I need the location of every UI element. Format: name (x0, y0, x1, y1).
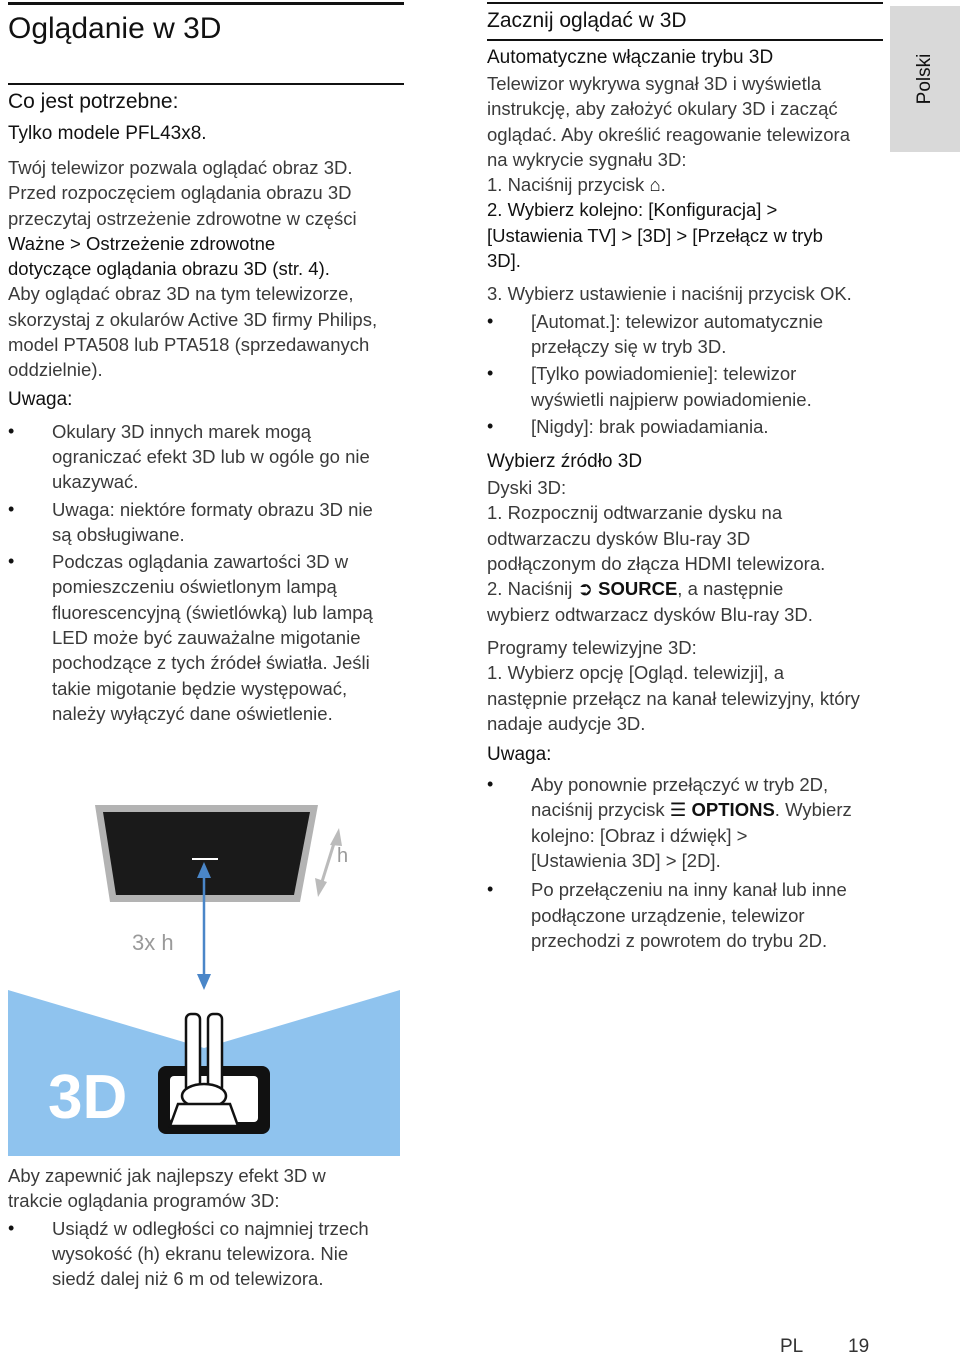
tv-programs-body: 1. Wybierz opcję [Ogląd. telewizji], a następnie przełącz na kanał telewizyjny, który nadaje audycje 3D. (487, 662, 860, 734)
options-icon: ☰ (669, 799, 687, 821)
auto-3d-heading: Automatyczne włączanie trybu 3D (487, 47, 774, 68)
list-item: • [Nigdy]: brak powiadamiania. (487, 414, 883, 439)
page-number: 19 (848, 1336, 870, 1357)
intro-paragraph: Twój telewizor pozwala oglądać obraz 3D. Przed rozpoczęciem oglądania obrazu 3D przeczytaj ostrzeżenie zdrowotne w części Ważne > Ostrzeżenie zdrowotne dotyczące oglądania obrazu 3D (str. 4). Aby oglądać obraz 3D na tym telewizorze, skorzystaj z okularów Active 3D firmy Philips, model PTA508 lub PTA518 (sprzedawanych oddzielnie). (8, 157, 378, 381)
options-list (487, 309, 883, 439)
discs-label: Dyski 3D: (487, 477, 567, 499)
page-title: Oglądanie w 3D (8, 12, 222, 45)
right-notes-list (487, 772, 883, 953)
note-label: Uwaga: (8, 388, 73, 410)
viewing-distance-illustration (0, 790, 410, 1160)
distance-label: 3x h (132, 930, 174, 955)
source-heading: Wybierz źródło 3D (487, 451, 643, 473)
language-tab: Polski (890, 6, 960, 152)
list-item: • [Tylko powiadomienie]: telewizor wyświetli najpierw powiadomienie. (487, 361, 883, 412)
section-divider (8, 83, 404, 85)
source-icon: ➲ (577, 578, 593, 600)
list-item: • Uwaga: niektóre formaty obrazu 3D nie są obsługiwane. (8, 497, 404, 548)
viewer-icon (158, 1014, 270, 1134)
footer-language: PL (780, 1336, 804, 1357)
right-column (487, 2, 883, 953)
list-item: • Po przełączeniu na inny kanał lub inne podłączone urządzenie, telewizor przechodzi z powrotem do trybu 2D. (487, 877, 883, 953)
auto-3d-body: Telewizor wykrywa sygnał 3D i wyświetla instrukcję, aby założyć okulary 3D i zacząć oglądać. Aby określić reagowanie telewizora na wykrycie sygnału 3D: 1. Naciśnij przycisk ⌂. 2. Wybierz kolejno: [Konfiguracja] > [Ustawienia TV] > [3D] > [Przełącz w tryb 3D]. (487, 73, 851, 272)
list-item: • Okulary 3D innych marek mogą ograniczać efekt 3D lub w ogóle go nie ukazywać. (8, 419, 404, 495)
logo-3d: 3D (48, 1063, 128, 1132)
discs-body: 1. Rozpocznij odtwarzanie dysku na odtwarzaczu dysków Blu-ray 3D podłączonym do złącza HDMI telewizora. 2. Naciśnij ➲ SOURCE, a następnie wybierz odtwarzacz dysków Blu-ray 3D. (487, 502, 826, 625)
notes-list (8, 419, 404, 727)
left-column (8, 2, 404, 726)
list-item: • Podczas oglądania zawartości 3D w pomieszczeniu oświetlonym lampą fluorescencyjną (świetlówką) lub lampą LED może być zauważalne migotanie pochodzące z tych źródeł światła. Jeśli takie migotanie będzie występować, należy wyłączyć dane oświetlenie. (8, 549, 404, 726)
section-heading: Zacznij oglądać w 3D (487, 9, 687, 32)
models-line: Tylko modele PFL43x8. (8, 123, 207, 144)
tip-list (8, 1216, 404, 1292)
list-item: • Aby ponownie przełączyć w tryb 2D, naciśnij przycisk ☰ OPTIONS. Wybierz kolejno: [Obraz i dźwięk] > [Ustawienia 3D] > [2D]. (487, 772, 883, 873)
tv-programs-label: Programy telewizyjne 3D: (487, 636, 697, 658)
list-item: • Usiądź w odległości co najmniej trzech wysokość (h) ekranu telewizora. Nie siedź dalej niż 6 m od telewizora. (8, 1216, 404, 1292)
home-icon: ⌂ (649, 174, 661, 196)
list-item: • [Automat.]: telewizor automatycznie przełączy się w tryb 3D. (487, 309, 883, 360)
step-3: 3. Wybierz ustawienie i naciśnij przycisk OK. (487, 283, 852, 305)
tv-screen (103, 812, 310, 895)
tip-section: Aby zapewnić jak najlepszy efekt 3D w trakcie oglądania programów 3D: • Usiądź w odległości co najmniej trzech wysokość (h) ekranu telewizora. Nie siedź dalej niż 6 m od telewizora. (8, 1163, 404, 1291)
requirements-heading: Co jest potrzebne: (8, 90, 179, 113)
note-label: Uwaga: (487, 744, 552, 766)
height-label: h (337, 845, 349, 867)
